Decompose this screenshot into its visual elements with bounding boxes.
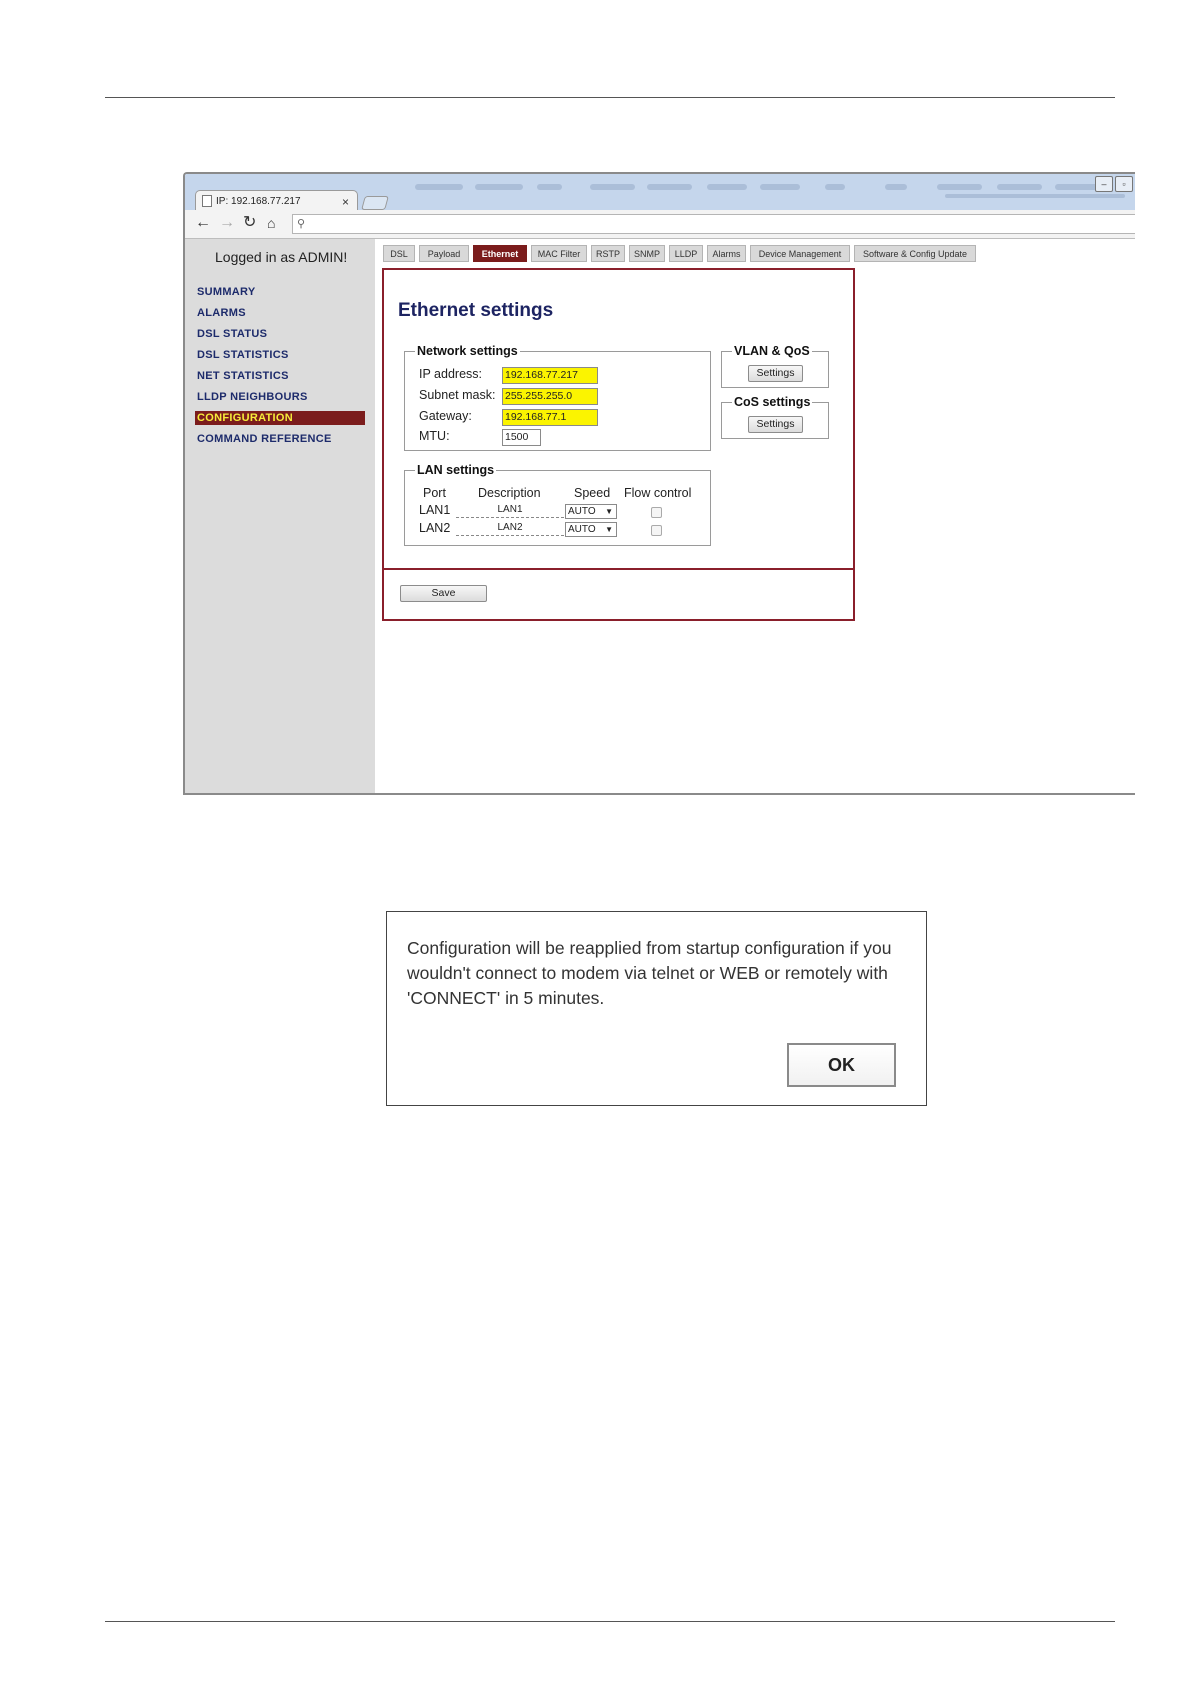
tab-software-config-update[interactable]: Software & Config Update (854, 245, 976, 262)
page-title: Ethernet settings (398, 300, 554, 321)
mtu-input[interactable]: 1500 (502, 429, 541, 446)
save-panel (382, 568, 855, 621)
sidebar-item-summary[interactable]: SUMMARY (197, 286, 256, 298)
tab-alarms[interactable]: Alarms (707, 245, 746, 262)
home-icon[interactable]: ⌂ (267, 215, 276, 231)
address-bar[interactable] (292, 214, 1135, 234)
lan1-port-label: LAN1 (419, 503, 451, 517)
sidebar-item-lldp-neighbours[interactable]: LLDP NEIGHBOURS (197, 391, 308, 403)
sidebar (185, 239, 375, 793)
cos-settings-legend: CoS settings (734, 395, 811, 409)
gateway-input[interactable]: 192.168.77.1 (502, 409, 598, 426)
col-header-description: Description (478, 486, 541, 500)
ip-address-input[interactable]: 192.168.77.217 (502, 367, 598, 384)
lan2-flow-control-checkbox[interactable] (651, 525, 662, 536)
confirm-dialog (386, 911, 927, 1106)
ip-address-label: IP address: (419, 367, 483, 381)
lan1-speed-value: AUTO (568, 506, 596, 517)
logged-in-label: Logged in as ADMIN! (215, 249, 348, 265)
tab-device-management[interactable]: Device Management (750, 245, 850, 262)
browser-tabstrip (185, 174, 1135, 210)
tab-ethernet[interactable]: Ethernet (473, 245, 527, 262)
browser-tab-title: IP: 192.168.77.217 (216, 196, 301, 207)
subnet-mask-label: Subnet mask: (419, 388, 496, 402)
browser-toolbar (185, 210, 1135, 239)
forward-arrow-icon[interactable]: → (219, 214, 235, 231)
mtu-label: MTU: (419, 429, 450, 443)
reload-icon[interactable]: ↻ (243, 214, 257, 231)
lan2-port-label: LAN2 (419, 521, 451, 535)
vlan-qos-legend: VLAN & QoS (734, 344, 810, 358)
subnet-mask-input[interactable]: 255.255.255.0 (502, 388, 598, 405)
search-icon: ⚲ (297, 218, 306, 230)
page-icon (202, 195, 212, 207)
lan2-speed-select[interactable] (565, 522, 617, 537)
tab-mac-filter[interactable]: MAC Filter (531, 245, 587, 262)
tab-snmp[interactable]: SNMP (629, 245, 665, 262)
col-header-port: Port (423, 486, 446, 500)
tab-rstp[interactable]: RSTP (591, 245, 625, 262)
back-arrow-icon[interactable]: ← (195, 214, 211, 231)
tab-payload[interactable]: Payload (419, 245, 469, 262)
lan1-description-input[interactable]: LAN1 (456, 503, 564, 518)
chevron-down-icon: ▼ (605, 507, 613, 516)
page-header-rule (105, 97, 1115, 98)
col-header-speed: Speed (574, 486, 611, 500)
tab-dsl[interactable]: DSL (383, 245, 415, 262)
network-settings-legend: Network settings (417, 344, 518, 358)
web-page (185, 239, 1135, 793)
cos-settings-button[interactable]: Settings (748, 416, 803, 433)
gateway-label: Gateway: (419, 409, 472, 423)
sidebar-item-dsl-status[interactable]: DSL STATUS (197, 328, 268, 340)
ethernet-settings-panel (382, 268, 855, 570)
lan2-speed-value: AUTO (568, 524, 596, 535)
lan2-description-input[interactable]: LAN2 (456, 521, 564, 536)
sidebar-item-command-reference[interactable]: COMMAND REFERENCE (197, 433, 332, 445)
vlan-settings-button[interactable]: Settings (748, 365, 803, 382)
lan1-speed-select[interactable] (565, 504, 617, 519)
sidebar-item-configuration[interactable]: CONFIGURATION (195, 411, 365, 425)
sidebar-item-alarms[interactable]: ALARMS (197, 307, 246, 319)
dialog-message: Configuration will be reapplied from startup configuration if you wouldn't connect to modem via telnet or WEB or remotely with 'CONNECT' in 5 minutes. (407, 938, 892, 1008)
browser-window (183, 172, 1135, 795)
page-footer-rule (105, 1621, 1115, 1622)
close-icon[interactable]: × (341, 195, 349, 209)
new-tab-button[interactable] (361, 196, 389, 210)
browser-tab[interactable] (195, 190, 358, 212)
sidebar-item-dsl-statistics[interactable]: DSL STATISTICS (197, 349, 289, 361)
chevron-down-icon: ▼ (605, 525, 613, 534)
sidebar-item-net-statistics[interactable]: NET STATISTICS (197, 370, 289, 382)
tab-lldp[interactable]: LLDP (669, 245, 703, 262)
ok-button[interactable]: OK (787, 1043, 896, 1087)
col-header-flow-control: Flow control (624, 486, 692, 500)
restore-icon[interactable]: ▫ (1115, 176, 1133, 192)
save-button[interactable]: Save (400, 585, 487, 602)
lan1-flow-control-checkbox[interactable] (651, 507, 662, 518)
minimize-icon[interactable]: – (1095, 176, 1113, 192)
lan-settings-legend: LAN settings (417, 463, 495, 477)
